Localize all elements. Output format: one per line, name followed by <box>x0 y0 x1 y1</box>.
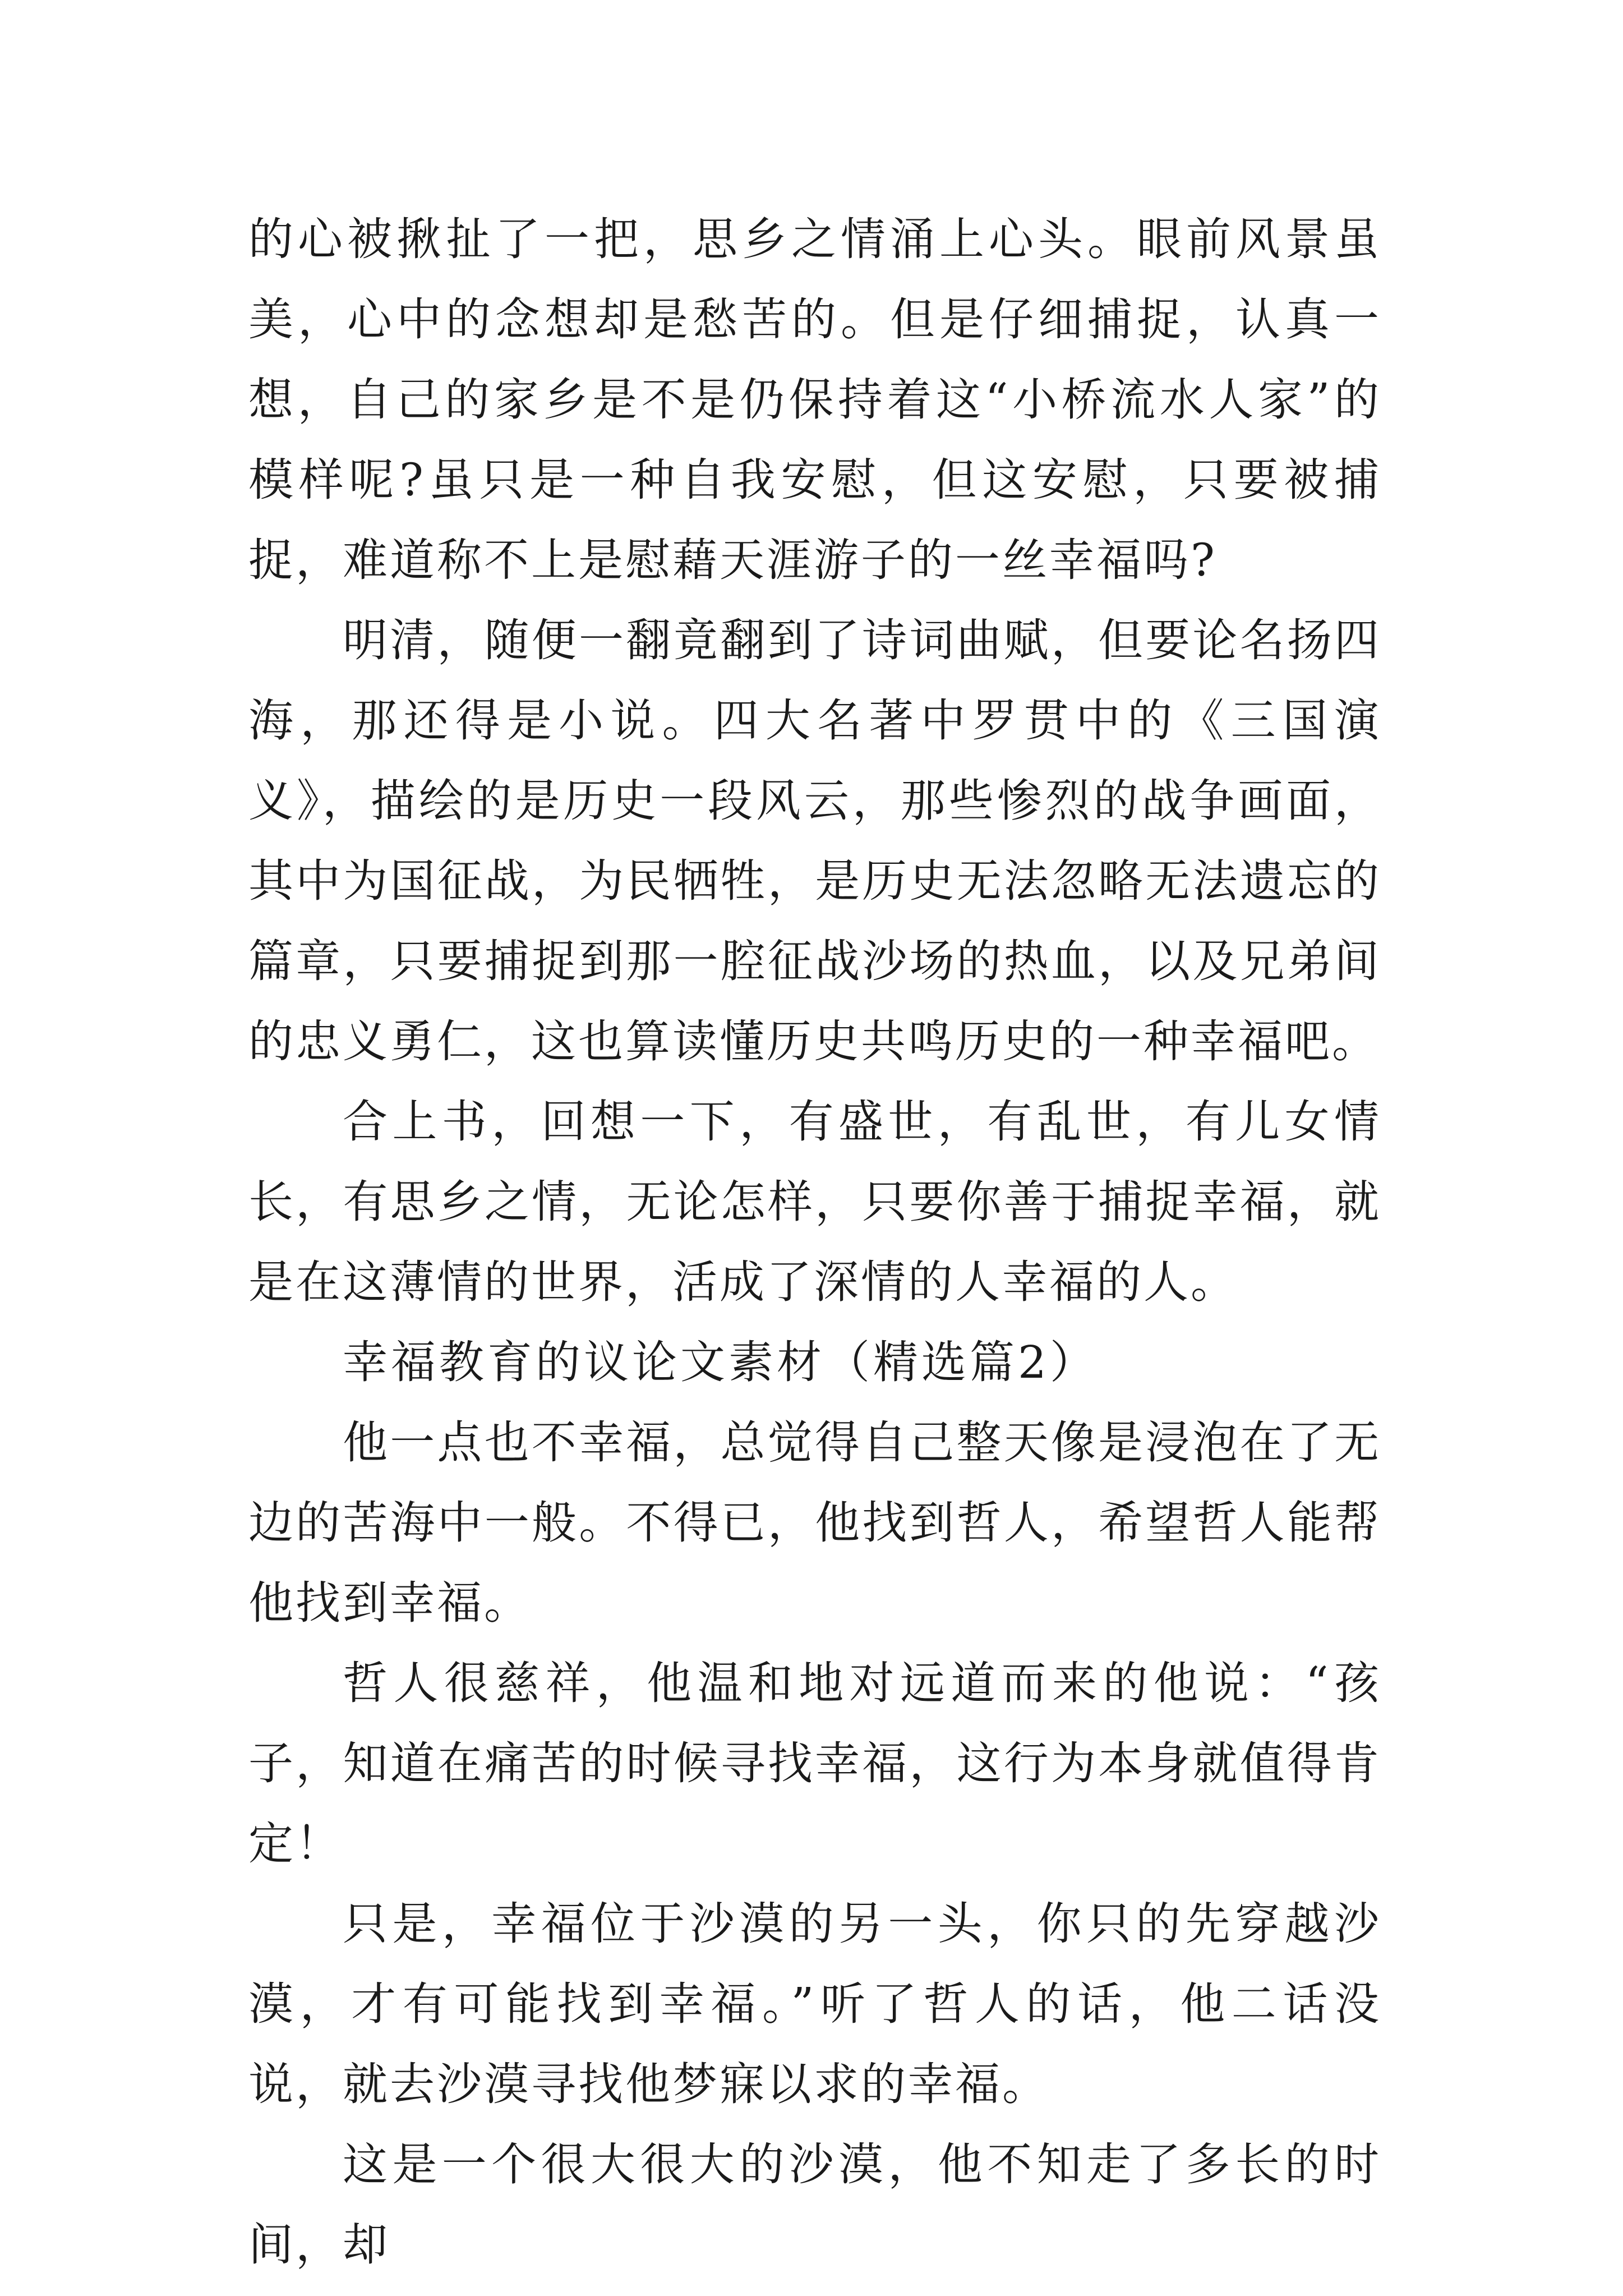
section-heading: 幸福教育的议论文素材（精选篇2） <box>343 1336 1098 1388</box>
paragraph-5: 哲人很慈祥，他温和地对远道而来的他说：“孩子，知道在痛苦的时候寻找幸福，这行为本身就值得肯定！ <box>248 1657 1381 1870</box>
paragraph-4: 他一点也不幸福，总觉得自己整天像是浸泡在了无边的苦海中一般。不得已，他找到哲人，希望哲人能帮他找到幸福。 <box>248 1416 1381 1629</box>
paragraph-1: 的心被揪扯了一把，思乡之情涌上心头。眼前风景虽美，心中的念想却是愁苦的。但是仔细捕捉，认真一想，自己的家乡是不是仍保持着这“小桥流水人家”的模样呢?虽只是一种自我安慰，但这安慰，只要被捕捉，难道称不上是慰藉天涯游子的一丝幸福吗? <box>248 213 1381 586</box>
paragraph-6: 只是，幸福位于沙漠的另一头，你只的先穿越沙漠，才有可能找到幸福。”听了哲人的话，他二话没说，就去沙漠寻找他梦寐以求的幸福。 <box>248 1898 1381 2110</box>
paragraph-7: 这是一个很大很大的沙漠，他不知走了多长的时间，却 <box>248 2138 1381 2271</box>
paragraph-3: 合上书，回想一下，有盛世，有乱世，有儿女情长，有思乡之情，无论怎样，只要你善于捕捉幸福，就是在这薄情的世界，活成了深情的人幸福的人。 <box>248 1096 1381 1308</box>
paragraph-2: 明清，随便一翻竟翻到了诗词曲赋，但要论名扬四海，那还得是小说。四大名著中罗贯中的《三国演义》，描绘的是历史一段风云，那些惨烈的战争画面，其中为国征战，为民牺牲，是历史无法忽略无法遗忘的篇章，只要捕捉到那一腔征战沙场的热血，以及兄弟间的忠义勇仁，这也算读懂历史共鸣历史的一种幸福吧。 <box>248 614 1381 1068</box>
document-body <box>248 199 1381 2285</box>
